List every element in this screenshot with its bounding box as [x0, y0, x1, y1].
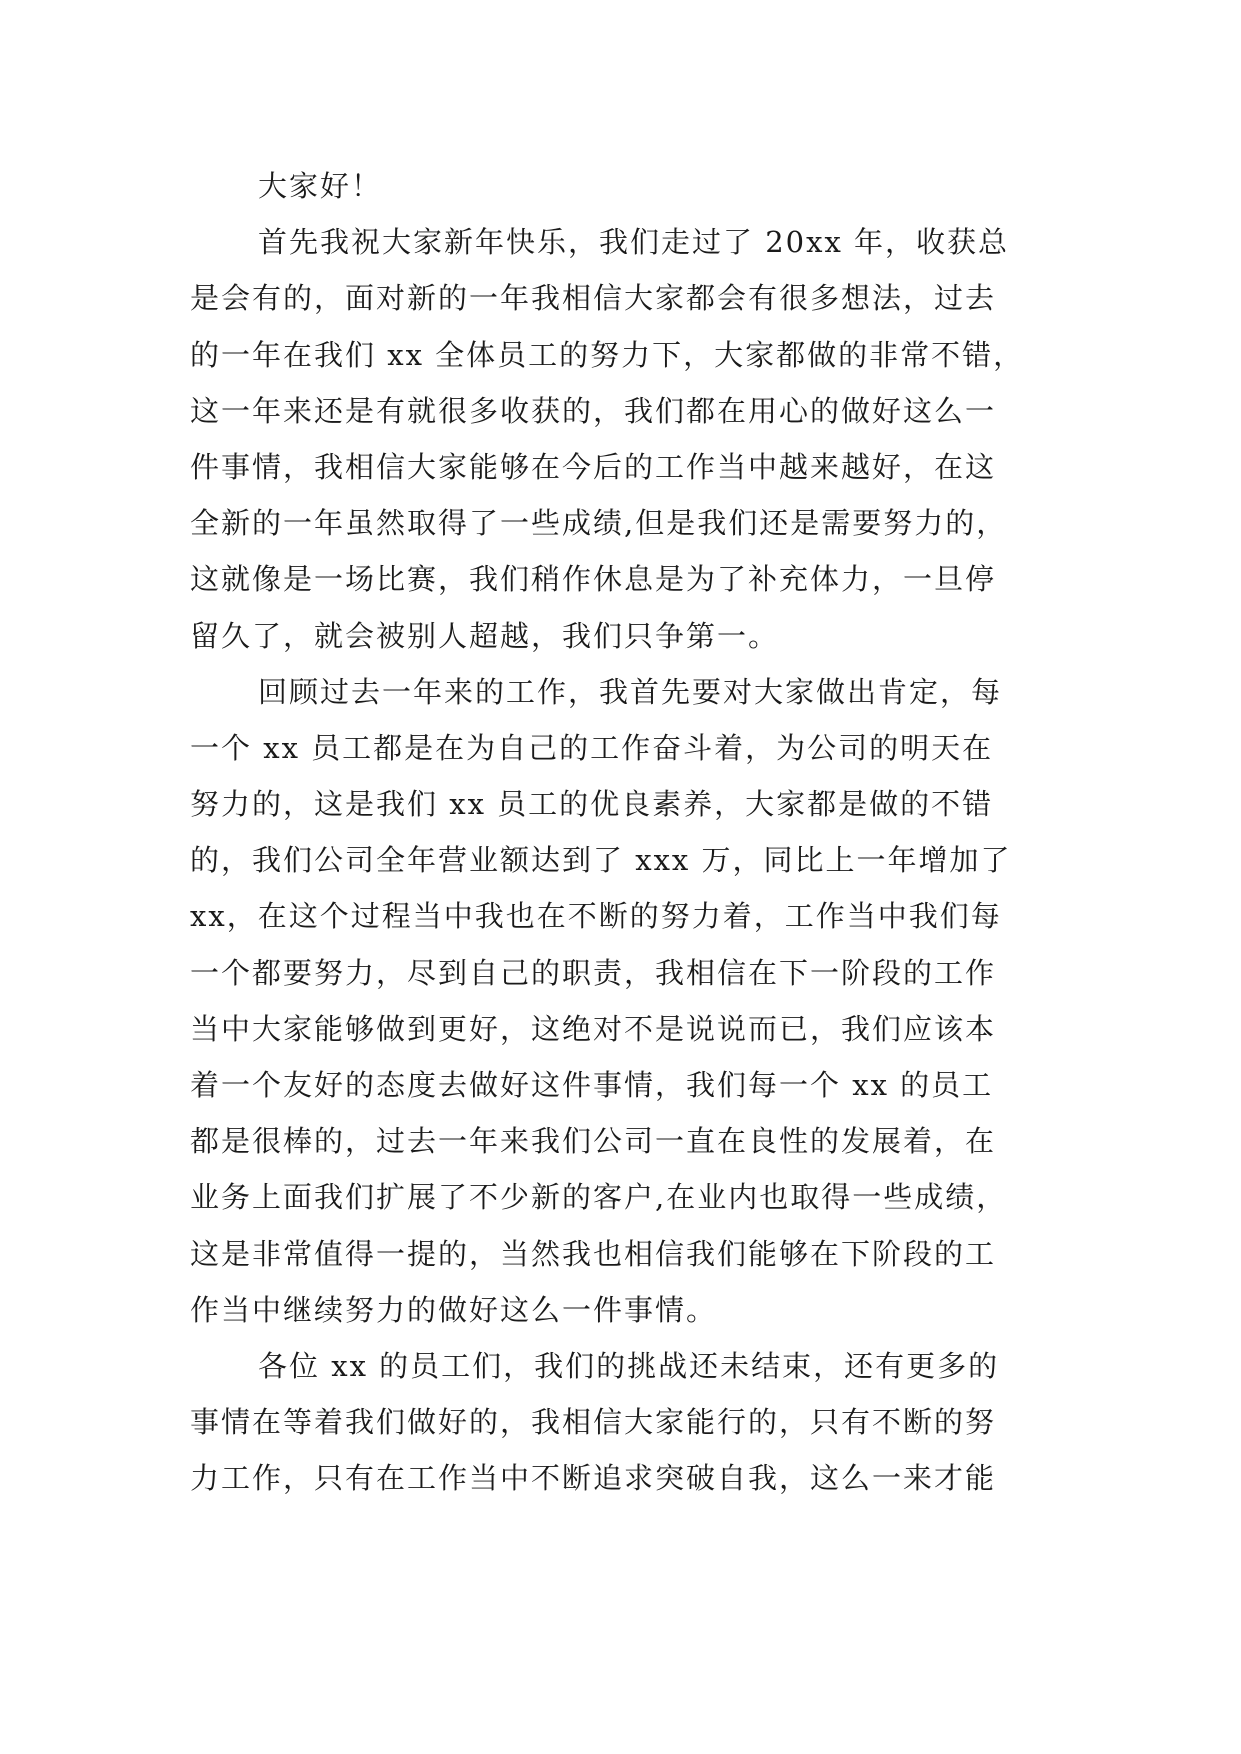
text-line: 的，我们公司全年营业额达到了 xxx 万，同比上一年增加了	[190, 843, 1012, 878]
text-line: xx，在这个过程当中我也在不断的努力着，工作当中我们每	[190, 899, 1002, 934]
text-line: 努力的，这是我们 xx 员工的优良素养，大家都是做的不错	[190, 787, 994, 822]
text-line: 这就像是一场比赛，我们稍作休息是为了补充体力，一旦停	[190, 562, 997, 597]
text-line: 业务上面我们扩展了不少新的客户,在业内也取得一些成绩，	[190, 1180, 1008, 1215]
text-line: 一个 xx 员工都是在为自己的工作奋斗着，为公司的明天在	[190, 730, 994, 765]
text-line: 力工作，只有在工作当中不断追求突破自我，这么一来才能	[190, 1461, 997, 1496]
text-line: 是会有的，面对新的一年我相信大家都会有很多想法，过去	[190, 281, 997, 316]
text-line: 各位 xx 的员工们，我们的挑战还未结束，还有更多的	[258, 1348, 1000, 1383]
text-line: 留久了，就会被别人超越，我们只争第一。	[190, 618, 780, 653]
greeting-line: 大家好！	[258, 169, 383, 203]
text-line: 作当中继续努力的做好这么一件事情。	[190, 1292, 718, 1327]
text-line: 一个都要努力，尽到自己的职责，我相信在下一阶段的工作	[190, 955, 997, 990]
text-line: 的一年在我们 xx 全体员工的努力下，大家都做的非常不错，	[190, 337, 1025, 372]
text-line: 当中大家能够做到更好，这绝对不是说说而已，我们应该本	[190, 1011, 997, 1046]
text-line: 件事情，我相信大家能够在今后的工作当中越来越好，在这	[190, 449, 997, 484]
text-line: 这是非常值得一提的，当然我也相信我们能够在下阶段的工	[190, 1236, 997, 1271]
document-body	[190, 158, 1045, 1507]
text-line: 着一个友好的态度去做好这件事情，我们每一个 xx 的员工	[190, 1068, 994, 1102]
text-line: 全新的一年虽然取得了一些成绩,但是我们还是需要努力的，	[190, 506, 1008, 541]
text-line: 首先我祝大家新年快乐，我们走过了 20xx 年，收获总	[258, 225, 1010, 260]
text-line: 都是很棒的，过去一年来我们公司一直在良性的发展着，在	[190, 1124, 997, 1159]
text-line: 事情在等着我们做好的，我相信大家能行的，只有不断的努	[190, 1405, 997, 1440]
text-line: 回顾过去一年来的工作，我首先要对大家做出肯定，每	[258, 674, 1003, 709]
text-line: 这一年来还是有就很多收获的，我们都在用心的做好这么一	[190, 393, 997, 428]
